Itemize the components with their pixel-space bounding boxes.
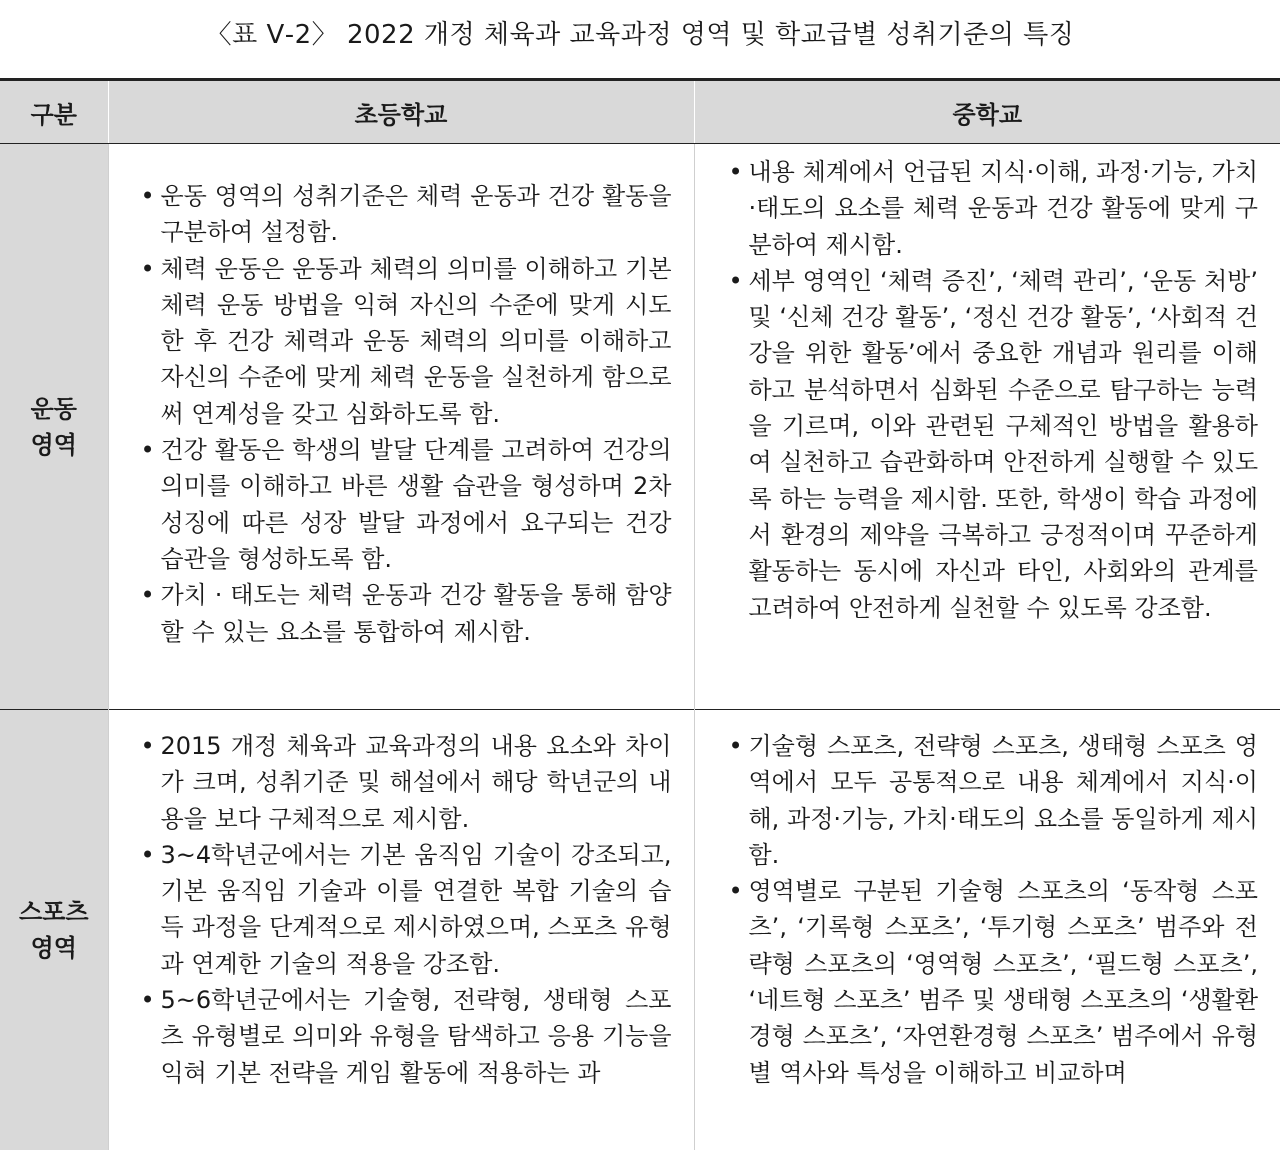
row-label-sports <box>0 710 108 1150</box>
row-label-exercise <box>0 144 108 710</box>
list-item: • 기술형 스포츠, 전략형 스포츠, 생태형 스포츠 영역에서 모두 공통적으로 내용 체계에서 지식·이해, 과정·기능, 가치·태도의 요소를 동일하게 제시함. <box>719 728 1259 873</box>
bullet-list <box>131 178 672 650</box>
elementary-cell <box>108 710 694 1150</box>
header-elementary: 초등학교 <box>108 80 694 144</box>
standards-table <box>0 78 1280 1150</box>
table-caption: 〈표 Ⅴ-2〉 2022 개정 체육과 교육과정 영역 및 학교급별 성취기준의 특징 <box>205 20 1075 50</box>
row-label-line: 영역 <box>30 933 77 962</box>
list-item: • 2015 개정 체육과 교육과정의 내용 요소와 차이가 크며, 성취기준 및 해설에서 해당 학년군의 내용을 보다 구체적으로 제시함. <box>131 728 672 837</box>
list-item: • 세부 영역인 ‘체력 증진’, ‘체력 관리’, ‘운동 처방’ 및 ‘신체 건강 활동’, ‘정신 건강 활동’, ‘사회적 건강을 위한 활동’에서 중요한 개념과 원리를 이해하고 분석하면서 심화된 수준으로 탐구하는 능력을 기르며, 이와 관련된 구체적인 방법을 활용하여 실천하고 습관화하며 안전하게 실행할 수 있도록 하는 능력을 제시함. 또한, 학생이 학습 과정에서 환경의 제약을 극복하고 긍정적이며 꾸준하게 활동하는 동시에 자신과 타인, 사회와의 관계를 고려하여 안전하게 실천할 수 있도록 강조함. <box>719 263 1259 626</box>
header-category: 구분 <box>0 80 108 144</box>
list-item: • 영역별로 구분된 기술형 스포츠의 ‘동작형 스포츠’, ‘기록형 스포츠’, ‘투기형 스포츠’ 범주와 전략형 스포츠의 ‘영역형 스포츠’, ‘필드형 스포츠’, ‘네트형 스포츠’ 범주 및 생태형 스포츠의 ‘생활환경형 스포츠’, ‘자연환경형 스포츠’ 범주에서 유형별 역사와 특성을 이해하고 비교하며 <box>719 873 1259 1091</box>
bullet-list <box>719 154 1259 626</box>
bullet-list <box>719 728 1259 1091</box>
row-label-line: 영역 <box>30 430 77 459</box>
row-label-line: 운동 <box>30 394 77 423</box>
list-item: • 5~6학년군에서는 기술형, 전략형, 생태형 스포츠 유형별로 의미와 유형을 탐색하고 응용 기능을 익혀 기본 전략을 게임 활동에 적용하는 과 <box>131 982 672 1091</box>
list-item: • 건강 활동은 학생의 발달 단계를 고려하여 건강의 의미를 이해하고 바른 생활 습관을 형성하며 2차 성징에 따른 성장 발달 과정에서 요구되는 건강 습관을 형성하도록 함. <box>131 432 672 577</box>
header-middle: 중학교 <box>694 80 1280 144</box>
list-item: • 내용 체계에서 언급된 지식·이해, 과정·기능, 가치·태도의 요소를 체력 운동과 건강 활동에 맞게 구분하여 제시함. <box>719 154 1259 263</box>
list-item: • 가치 · 태도는 체력 운동과 건강 활동을 통해 함양할 수 있는 요소를 통합하여 제시함. <box>131 577 672 650</box>
row-label-line: 스포츠 <box>18 897 89 926</box>
list-item: • 3~4학년군에서는 기본 움직임 기술이 강조되고, 기본 움직임 기술과 이를 연결한 복합 기술의 습득 과정을 단계적으로 제시하였으며, 스포츠 유형과 연계한 기술의 적용을 강조함. <box>131 837 672 982</box>
list-item: • 운동 영역의 성취기준은 체력 운동과 건강 활동을 구분하여 설정함. <box>131 178 672 251</box>
middle-cell <box>694 144 1280 710</box>
list-item: • 체력 운동은 운동과 체력의 의미를 이해하고 기본 체력 운동 방법을 익혀 자신의 수준에 맞게 시도한 후 건강 체력과 운동 체력의 의미를 이해하고 자신의 수준에 맞게 체력 운동을 실천하게 함으로써 연계성을 갖고 심화하도록 함. <box>131 251 672 432</box>
header-row <box>0 80 1280 144</box>
table-row <box>0 144 1280 710</box>
middle-cell <box>694 710 1280 1150</box>
elementary-cell <box>108 144 694 710</box>
bullet-list <box>131 728 672 1091</box>
table-row <box>0 710 1280 1150</box>
